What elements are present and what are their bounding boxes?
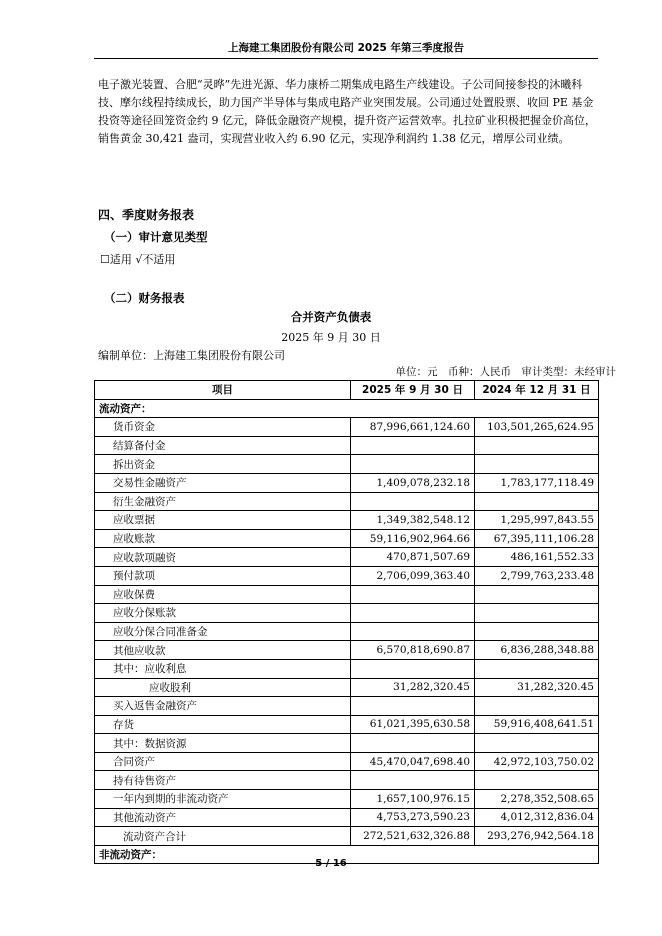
row-value-2025-09-30: 61,021,395,630.58 (351, 715, 475, 734)
balance-sheet-body (95, 399, 599, 864)
table-row (95, 659, 599, 678)
row-item-label: 衍生金融资产 (95, 492, 351, 511)
header-item: 项目 (95, 381, 351, 400)
row-value-2024-12-31 (475, 697, 599, 716)
row-item-label: 应收账款 (95, 529, 351, 548)
row-item-label: 存货 (95, 715, 351, 734)
page-number: 5 / 16 (315, 858, 347, 869)
row-item-label: 一年内到期的非流动资产 (95, 790, 351, 809)
row-value-2025-09-30: 45,470,047,698.40 (351, 752, 475, 771)
row-value-2025-09-30: 2,706,099,363.40 (351, 566, 475, 585)
row-value-2025-09-30 (351, 697, 475, 716)
row-value-2024-12-31 (475, 659, 599, 678)
row-value-2024-12-31 (475, 436, 599, 455)
table-row (95, 473, 599, 492)
row-item-label: 应收股利 (95, 678, 351, 697)
row-value-2024-12-31 (475, 771, 599, 790)
row-value-2024-12-31 (475, 455, 599, 474)
balance-sheet-title: 合并资产负债表 (290, 310, 372, 324)
row-value-2024-12-31 (475, 622, 599, 641)
balance-sheet-table (94, 380, 599, 864)
table-header-row (95, 381, 599, 400)
audit-applicability: ☐适用 √不适用 (100, 253, 176, 266)
table-row (95, 622, 599, 641)
row-item-label: 买入返售金融资产 (95, 697, 351, 716)
row-value-2025-09-30 (351, 604, 475, 623)
table-row (95, 585, 599, 604)
row-value-2025-09-30: 87,996,661,124.60 (351, 418, 475, 437)
table-row (95, 752, 599, 771)
header-prior-period: 2024 年 12 月 31 日 (475, 381, 599, 400)
table-row (95, 808, 599, 827)
row-item-label: 应收分保账款 (95, 604, 351, 623)
row-value-2025-09-30 (351, 622, 475, 641)
table-row (95, 734, 599, 753)
table-row (95, 548, 599, 567)
row-value-2024-12-31: 42,972,103,750.02 (475, 752, 599, 771)
financial-statements-title: （二）财务报表 (104, 291, 185, 305)
row-value-2025-09-30 (351, 455, 475, 474)
row-item-label: 流动资产合计 (95, 827, 351, 846)
row-value-2025-09-30 (351, 771, 475, 790)
row-value-2024-12-31: 2,799,763,233.48 (475, 566, 599, 585)
report-header: 上海建工集团股份有限公司 2025 年第三季度报告 (94, 38, 598, 59)
table-row (95, 715, 599, 734)
row-value-2025-09-30 (351, 585, 475, 604)
row-value-2024-12-31 (475, 585, 599, 604)
row-value-2024-12-31: 59,916,408,641.51 (475, 715, 599, 734)
row-item-label: 其中：数据资源 (95, 734, 351, 753)
balance-sheet-date: 2025 年 9 月 30 日 (281, 331, 381, 344)
row-item-label: 其他流动资产 (95, 808, 351, 827)
header-current-period: 2025 年 9 月 30 日 (351, 381, 475, 400)
table-row (95, 604, 599, 623)
row-value-2024-12-31 (475, 604, 599, 623)
row-value-2025-09-30: 272,521,632,326.88 (351, 827, 475, 846)
row-item-label: 合同资产 (95, 752, 351, 771)
row-value-2024-12-31: 67,395,111,106.28 (475, 529, 599, 548)
row-item-label: 其他应收款 (95, 641, 351, 660)
row-item-label: 交易性金融资产 (95, 473, 351, 492)
row-item-label: 流动资产： (95, 399, 599, 418)
row-item-label: 其中：应收利息 (95, 659, 351, 678)
row-value-2024-12-31: 1,295,997,843.55 (475, 511, 599, 530)
table-row (95, 529, 599, 548)
row-value-2024-12-31: 6,836,288,348.88 (475, 641, 599, 660)
row-value-2025-09-30: 1,657,100,976.15 (351, 790, 475, 809)
table-row (95, 790, 599, 809)
row-value-2024-12-31: 31,282,320.45 (475, 678, 599, 697)
table-row (95, 492, 599, 511)
row-value-2024-12-31: 4,012,312,836.04 (475, 808, 599, 827)
row-value-2025-09-30: 1,349,382,548.12 (351, 511, 475, 530)
table-row (95, 511, 599, 530)
row-value-2025-09-30: 4,753,273,590.23 (351, 808, 475, 827)
row-value-2024-12-31: 103,501,265,624.95 (475, 418, 599, 437)
row-value-2024-12-31: 486,161,552.33 (475, 548, 599, 567)
row-value-2025-09-30 (351, 436, 475, 455)
row-value-2024-12-31: 293,276,942,564.18 (475, 827, 599, 846)
row-value-2024-12-31 (475, 734, 599, 753)
row-item-label: 应收票据 (95, 511, 351, 530)
row-item-label: 预付款项 (95, 566, 351, 585)
row-value-2025-09-30: 470,871,507.69 (351, 548, 475, 567)
row-value-2025-09-30: 31,282,320.45 (351, 678, 475, 697)
table-row (95, 566, 599, 585)
row-item-label: 应收款项融资 (95, 548, 351, 567)
table-row (95, 418, 599, 437)
row-value-2024-12-31: 2,278,352,508.65 (475, 790, 599, 809)
row-item-label: 应收分保合同准备金 (95, 622, 351, 641)
table-row (95, 771, 599, 790)
row-value-2024-12-31: 1,783,177,118.49 (475, 473, 599, 492)
section-financial-statements-title: 四、季度财务报表 (98, 208, 195, 222)
row-value-2025-09-30: 1,409,078,232.18 (351, 473, 475, 492)
compiling-unit: 编制单位：上海建工集团股份有限公司 (98, 349, 285, 362)
row-value-2025-09-30: 59,116,902,964.66 (351, 529, 475, 548)
row-value-2025-09-30 (351, 734, 475, 753)
table-row (95, 678, 599, 697)
intro-paragraph: 电子激光装置、合肥“灵晔”先进光源、华力康桥二期集成电路生产线建设。子公司间接参投的沐曦科技、摩尔线程持续成长，助力国产半导体与集成电路产业突围发展。公司通过处置股票、收回 PE 基金投资等途径回笼资金约 9 亿元，降低金融资产规模，提升资产运营效率。扎拉矿业积极把握金价高位，销售黄金 30,421 盎司，实现营业收入约 6.90 亿元，实现净利润约 1.38 亿元，增厚公司业绩。 (98, 78, 596, 145)
row-item-label: 拆出资金 (95, 455, 351, 474)
row-value-2025-09-30 (351, 659, 475, 678)
row-item-label: 应收保费 (95, 585, 351, 604)
row-item-label: 结算备付金 (95, 436, 351, 455)
units-info: 单位：元 币种：人民币 审计类型：未经审计 (395, 366, 616, 378)
table-row (95, 641, 599, 660)
table-row (95, 697, 599, 716)
row-value-2025-09-30: 6,570,818,690.87 (351, 641, 475, 660)
row-value-2025-09-30 (351, 492, 475, 511)
table-row (95, 455, 599, 474)
table-row (95, 399, 599, 418)
table-row (95, 436, 599, 455)
row-value-2024-12-31 (475, 492, 599, 511)
row-item-label: 非流动资产： (95, 845, 599, 864)
table-row (95, 827, 599, 846)
row-item-label: 货币资金 (95, 418, 351, 437)
row-item-label: 持有待售资产 (95, 771, 351, 790)
audit-opinion-title: （一）审计意见类型 (104, 230, 208, 244)
